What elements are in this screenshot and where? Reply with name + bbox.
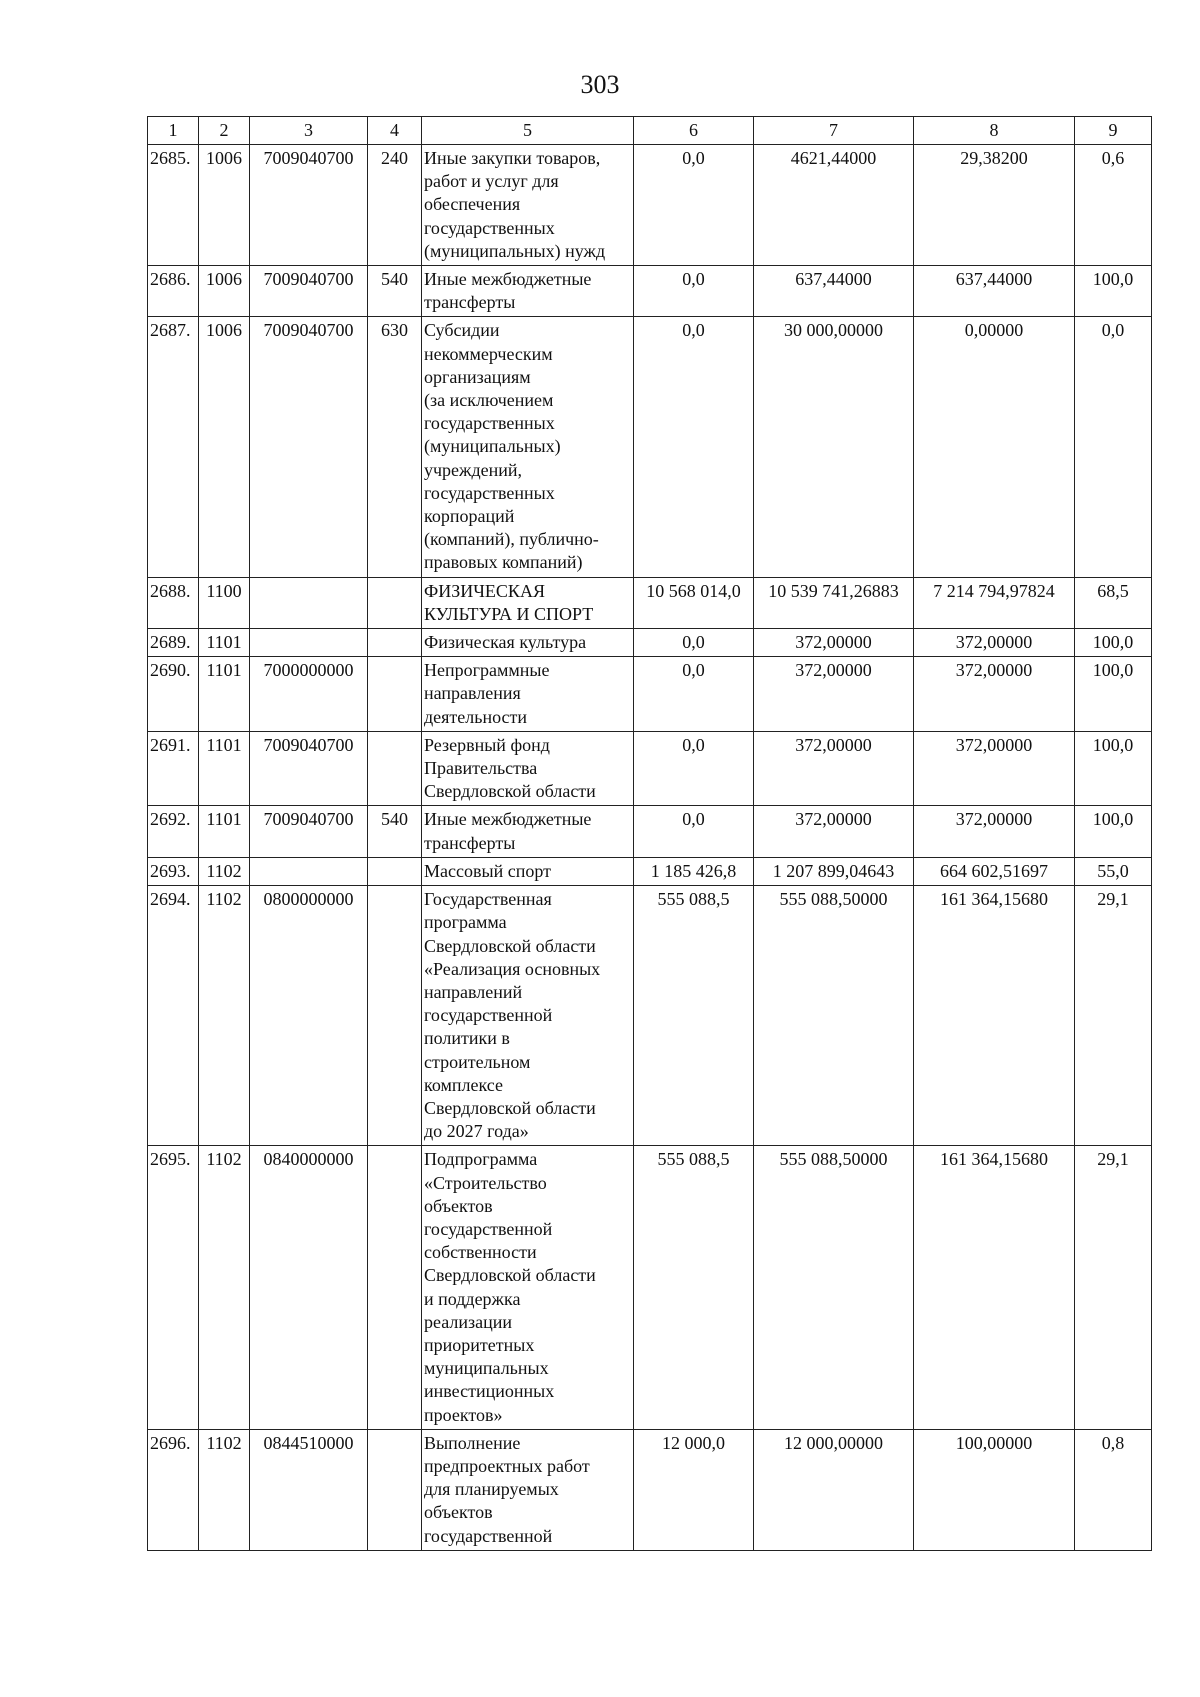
target-code-cell <box>250 577 368 628</box>
description-line: КУЛЬТУРА И СПОРТ <box>424 603 594 624</box>
section-code-cell: 1102 <box>199 1146 250 1429</box>
value-col7-cell: 1 207 899,04643 <box>754 857 914 885</box>
value-col9-cell: 68,5 <box>1075 577 1152 628</box>
column-header-9: 9 <box>1075 117 1152 145</box>
description-line: трансферты <box>424 292 516 313</box>
description-line: (компаний), публично- <box>424 529 599 550</box>
description-line: объектов <box>424 1195 493 1216</box>
target-code-cell: 7009040700 <box>250 731 368 806</box>
table-row <box>148 857 1152 885</box>
description-line: муниципальных <box>424 1358 549 1379</box>
value-col7-cell: 372,00000 <box>754 657 914 732</box>
description-line: Резервный фонд <box>424 734 550 755</box>
table-row <box>148 629 1152 657</box>
column-header-7: 7 <box>754 117 914 145</box>
page-number: 303 <box>580 70 620 99</box>
description-cell <box>422 145 634 266</box>
description-line: деятельности <box>424 706 528 727</box>
column-header-8: 8 <box>914 117 1075 145</box>
value-col9-cell: 0,8 <box>1075 1429 1152 1550</box>
section-code-cell: 1006 <box>199 266 250 317</box>
value-col6-cell: 1 185 426,8 <box>634 857 754 885</box>
table-row <box>148 577 1152 628</box>
description-line: собственности <box>424 1242 537 1263</box>
description-line: ФИЗИЧЕСКАЯ <box>424 580 545 601</box>
description-line: Свердловской области <box>424 935 596 956</box>
row-number-cell: 2695. <box>148 1146 199 1429</box>
description-line: Подпрограмма <box>424 1149 538 1170</box>
target-code-cell: 7009040700 <box>250 145 368 266</box>
target-code-cell: 7009040700 <box>250 317 368 577</box>
value-col7-cell: 372,00000 <box>754 806 914 857</box>
row-number-cell: 2693. <box>148 857 199 885</box>
column-header-1: 1 <box>148 117 199 145</box>
section-code-cell: 1100 <box>199 577 250 628</box>
description-line: организациям <box>424 366 531 387</box>
expense-type-cell <box>368 629 422 657</box>
column-header-5: 5 <box>422 117 634 145</box>
row-number-cell: 2696. <box>148 1429 199 1550</box>
value-col8-cell: 100,00000 <box>914 1429 1075 1550</box>
value-col6-cell: 555 088,5 <box>634 886 754 1146</box>
table-row <box>148 266 1152 317</box>
value-col9-cell: 29,1 <box>1075 886 1152 1146</box>
description-line: государственной <box>424 1218 553 1239</box>
table-row <box>148 1146 1152 1429</box>
table-row <box>148 317 1152 577</box>
description-line: Иные закупки товаров, <box>424 148 601 168</box>
expense-type-cell <box>368 1429 422 1550</box>
description-line: правовых компаний) <box>424 552 583 573</box>
description-line: проектов» <box>424 1404 503 1425</box>
value-col9-cell: 0,6 <box>1075 145 1152 266</box>
section-code-cell: 1101 <box>199 806 250 857</box>
budget-table <box>147 116 1152 1551</box>
value-col9-cell: 0,0 <box>1075 317 1152 577</box>
description-line: строительном <box>424 1051 531 1072</box>
target-code-cell: 0800000000 <box>250 886 368 1146</box>
table-body <box>148 145 1152 1551</box>
description-line: государственных <box>424 482 555 503</box>
description-line: Выполнение <box>424 1432 521 1453</box>
value-col8-cell: 664 602,51697 <box>914 857 1075 885</box>
value-col9-cell: 100,0 <box>1075 629 1152 657</box>
description-line: комплексе <box>424 1074 503 1095</box>
column-header-2: 2 <box>199 117 250 145</box>
value-col8-cell: 161 364,15680 <box>914 1146 1075 1429</box>
description-line: Массовый спорт <box>424 860 551 881</box>
value-col6-cell: 12 000,0 <box>634 1429 754 1550</box>
row-number-cell: 2692. <box>148 806 199 857</box>
expense-type-cell <box>368 886 422 1146</box>
description-line: (за исключением <box>424 390 554 411</box>
description-line: реализации <box>424 1311 512 1332</box>
description-line: и поддержка <box>424 1288 521 1309</box>
header-row <box>148 117 1152 145</box>
description-line: (муниципальных) <box>424 436 561 457</box>
description-line: до 2027 года» <box>424 1121 529 1142</box>
value-col6-cell: 0,0 <box>634 806 754 857</box>
table-row <box>148 145 1152 266</box>
description-line: Физическая культура <box>424 632 587 653</box>
description-line: «Строительство <box>424 1172 547 1193</box>
row-number-cell: 2687. <box>148 317 199 577</box>
description-cell <box>422 629 634 657</box>
description-line: работ и услуг для <box>424 171 559 192</box>
value-col7-cell: 12 000,00000 <box>754 1429 914 1550</box>
value-col7-cell: 555 088,50000 <box>754 1146 914 1429</box>
row-number-cell: 2694. <box>148 886 199 1146</box>
value-col7-cell: 372,00000 <box>754 731 914 806</box>
value-col7-cell: 30 000,00000 <box>754 317 914 577</box>
description-line: для планируемых <box>424 1479 559 1500</box>
description-line: направления <box>424 683 521 704</box>
value-col6-cell: 0,0 <box>634 317 754 577</box>
value-col8-cell: 372,00000 <box>914 657 1075 732</box>
expense-type-cell <box>368 1146 422 1429</box>
value-col8-cell: 372,00000 <box>914 731 1075 806</box>
section-code-cell: 1006 <box>199 317 250 577</box>
expense-type-cell: 540 <box>368 806 422 857</box>
expense-type-cell: 630 <box>368 317 422 577</box>
target-code-cell: 7000000000 <box>250 657 368 732</box>
description-cell <box>422 1146 634 1429</box>
value-col6-cell: 10 568 014,0 <box>634 577 754 628</box>
section-code-cell: 1101 <box>199 657 250 732</box>
section-code-cell: 1102 <box>199 1429 250 1550</box>
description-cell <box>422 317 634 577</box>
expense-type-cell <box>368 657 422 732</box>
value-col7-cell: 555 088,50000 <box>754 886 914 1146</box>
section-code-cell: 1101 <box>199 629 250 657</box>
expense-type-cell <box>368 577 422 628</box>
row-number-cell: 2685. <box>148 145 199 266</box>
value-col6-cell: 0,0 <box>634 266 754 317</box>
description-line: Непрограммные <box>424 660 550 681</box>
table-header <box>148 117 1152 145</box>
column-header-4: 4 <box>368 117 422 145</box>
section-code-cell: 1102 <box>199 886 250 1146</box>
description-line: Субсидии <box>424 320 500 341</box>
row-number-cell: 2686. <box>148 266 199 317</box>
description-line: (муниципальных) нужд <box>424 240 606 261</box>
value-col6-cell: 0,0 <box>634 145 754 266</box>
description-line: Свердловской области <box>424 1265 596 1286</box>
expense-type-cell <box>368 731 422 806</box>
description-line: программа <box>424 912 507 933</box>
description-line: предпроектных работ <box>424 1455 590 1476</box>
value-col6-cell: 0,0 <box>634 629 754 657</box>
description-line: государственной <box>424 1525 553 1546</box>
expense-type-cell <box>368 857 422 885</box>
value-col9-cell: 55,0 <box>1075 857 1152 885</box>
description-line: корпораций <box>424 506 515 527</box>
description-line: Свердловской области <box>424 1097 596 1118</box>
description-cell <box>422 1429 634 1550</box>
table-row <box>148 1429 1152 1550</box>
expense-type-cell: 240 <box>368 145 422 266</box>
value-col8-cell: 29,38200 <box>914 145 1075 266</box>
description-cell <box>422 886 634 1146</box>
table-row <box>148 806 1152 857</box>
value-col7-cell: 372,00000 <box>754 629 914 657</box>
description-line: учреждений, <box>424 459 523 480</box>
value-col7-cell: 637,44000 <box>754 266 914 317</box>
target-code-cell: 0844510000 <box>250 1429 368 1550</box>
description-line: государственных <box>424 217 555 238</box>
description-line: Государственная <box>424 889 552 910</box>
description-line: Иные межбюджетные <box>424 269 592 290</box>
value-col7-cell: 4621,44000 <box>754 145 914 266</box>
description-line: государственных <box>424 413 555 434</box>
value-col8-cell: 161 364,15680 <box>914 886 1075 1146</box>
description-line: инвестиционных <box>424 1381 555 1402</box>
column-header-3: 3 <box>250 117 368 145</box>
value-col8-cell: 372,00000 <box>914 806 1075 857</box>
target-code-cell: 0840000000 <box>250 1146 368 1429</box>
value-col8-cell: 372,00000 <box>914 629 1075 657</box>
value-col6-cell: 555 088,5 <box>634 1146 754 1429</box>
row-number-cell: 2691. <box>148 731 199 806</box>
value-col9-cell: 100,0 <box>1075 657 1152 732</box>
value-col8-cell: 0,00000 <box>914 317 1075 577</box>
description-line: некоммерческим <box>424 343 553 364</box>
value-col6-cell: 0,0 <box>634 657 754 732</box>
value-col9-cell: 29,1 <box>1075 1146 1152 1429</box>
value-col9-cell: 100,0 <box>1075 266 1152 317</box>
section-code-cell: 1102 <box>199 857 250 885</box>
description-cell <box>422 806 634 857</box>
description-line: приоритетных <box>424 1334 535 1355</box>
row-number-cell: 2689. <box>148 629 199 657</box>
value-col8-cell: 637,44000 <box>914 266 1075 317</box>
table-row <box>148 886 1152 1146</box>
value-col9-cell: 100,0 <box>1075 731 1152 806</box>
section-code-cell: 1101 <box>199 731 250 806</box>
section-code-cell: 1006 <box>199 145 250 266</box>
column-header-6: 6 <box>634 117 754 145</box>
description-line: «Реализация основных <box>424 958 601 979</box>
description-cell <box>422 577 634 628</box>
description-cell <box>422 857 634 885</box>
target-code-cell: 7009040700 <box>250 806 368 857</box>
expense-type-cell: 540 <box>368 266 422 317</box>
value-col6-cell: 0,0 <box>634 731 754 806</box>
description-line: Иные межбюджетные <box>424 809 592 830</box>
table-row <box>148 731 1152 806</box>
target-code-cell <box>250 629 368 657</box>
description-line: Свердловской области <box>424 781 596 802</box>
description-cell <box>422 657 634 732</box>
description-cell <box>422 266 634 317</box>
target-code-cell: 7009040700 <box>250 266 368 317</box>
description-line: государственной <box>424 1005 553 1026</box>
value-col7-cell: 10 539 741,26883 <box>754 577 914 628</box>
description-line: обеспечения <box>424 194 521 215</box>
description-cell <box>422 731 634 806</box>
description-line: политики в <box>424 1028 510 1049</box>
value-col8-cell: 7 214 794,97824 <box>914 577 1075 628</box>
table-row <box>148 657 1152 732</box>
description-line: трансферты <box>424 832 516 853</box>
description-line: Правительства <box>424 758 538 779</box>
value-col9-cell: 100,0 <box>1075 806 1152 857</box>
description-line: направлений <box>424 981 523 1002</box>
row-number-cell: 2690. <box>148 657 199 732</box>
row-number-cell: 2688. <box>148 577 199 628</box>
description-line: объектов <box>424 1502 493 1523</box>
target-code-cell <box>250 857 368 885</box>
